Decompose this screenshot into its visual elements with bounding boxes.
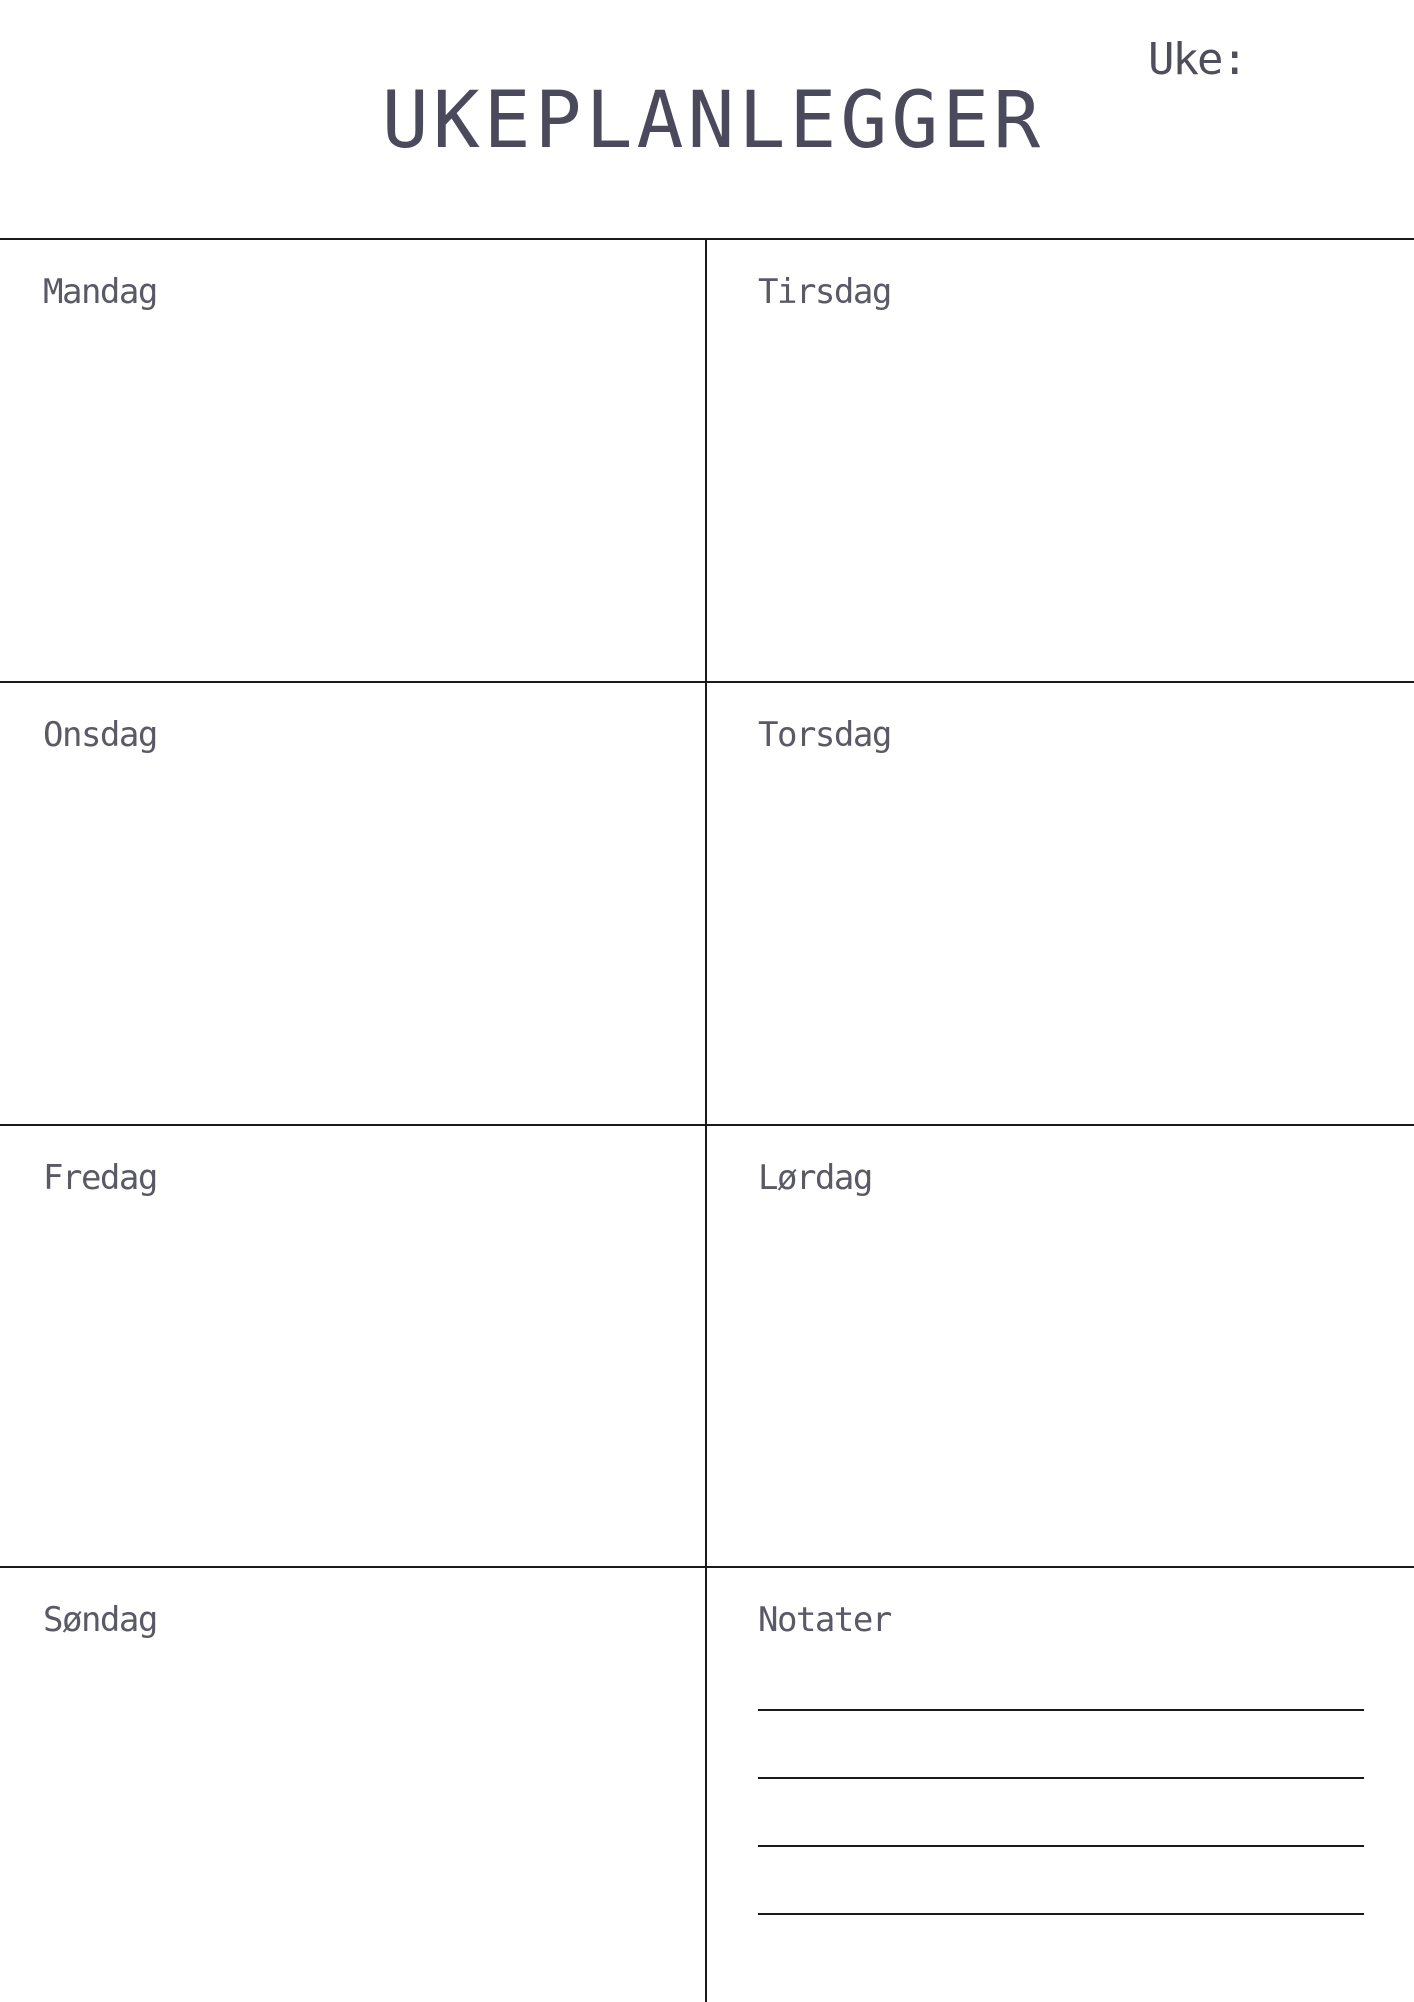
day-cell-monday[interactable]: [0, 240, 707, 683]
day-label-saturday: Lørdag: [758, 1158, 872, 1198]
day-cell-saturday[interactable]: [707, 1126, 1414, 1568]
note-line-3[interactable]: [758, 1845, 1364, 1847]
note-line-1[interactable]: [758, 1709, 1364, 1711]
day-cell-wednesday[interactable]: [0, 683, 707, 1126]
week-label: Uke:: [1148, 34, 1246, 85]
day-cell-tuesday[interactable]: [707, 240, 1414, 683]
day-cell-friday[interactable]: [0, 1126, 707, 1568]
note-line-4[interactable]: [758, 1913, 1364, 1915]
page-title: UKEPLANLEGGER: [381, 76, 1045, 166]
day-label-monday: Mandag: [43, 272, 157, 312]
day-label-wednesday: Onsdag: [43, 715, 157, 755]
day-label-sunday: Søndag: [43, 1600, 157, 1640]
week-grid: [0, 238, 1414, 2000]
day-label-friday: Fredag: [43, 1158, 157, 1198]
day-cell-thursday[interactable]: [707, 683, 1414, 1126]
notes-cell[interactable]: [707, 1568, 1414, 2002]
day-label-thursday: Torsdag: [758, 715, 891, 755]
day-label-tuesday: Tirsdag: [758, 272, 891, 312]
notes-label: Notater: [758, 1600, 891, 1640]
note-line-2[interactable]: [758, 1777, 1364, 1779]
day-cell-sunday[interactable]: [0, 1568, 707, 2002]
